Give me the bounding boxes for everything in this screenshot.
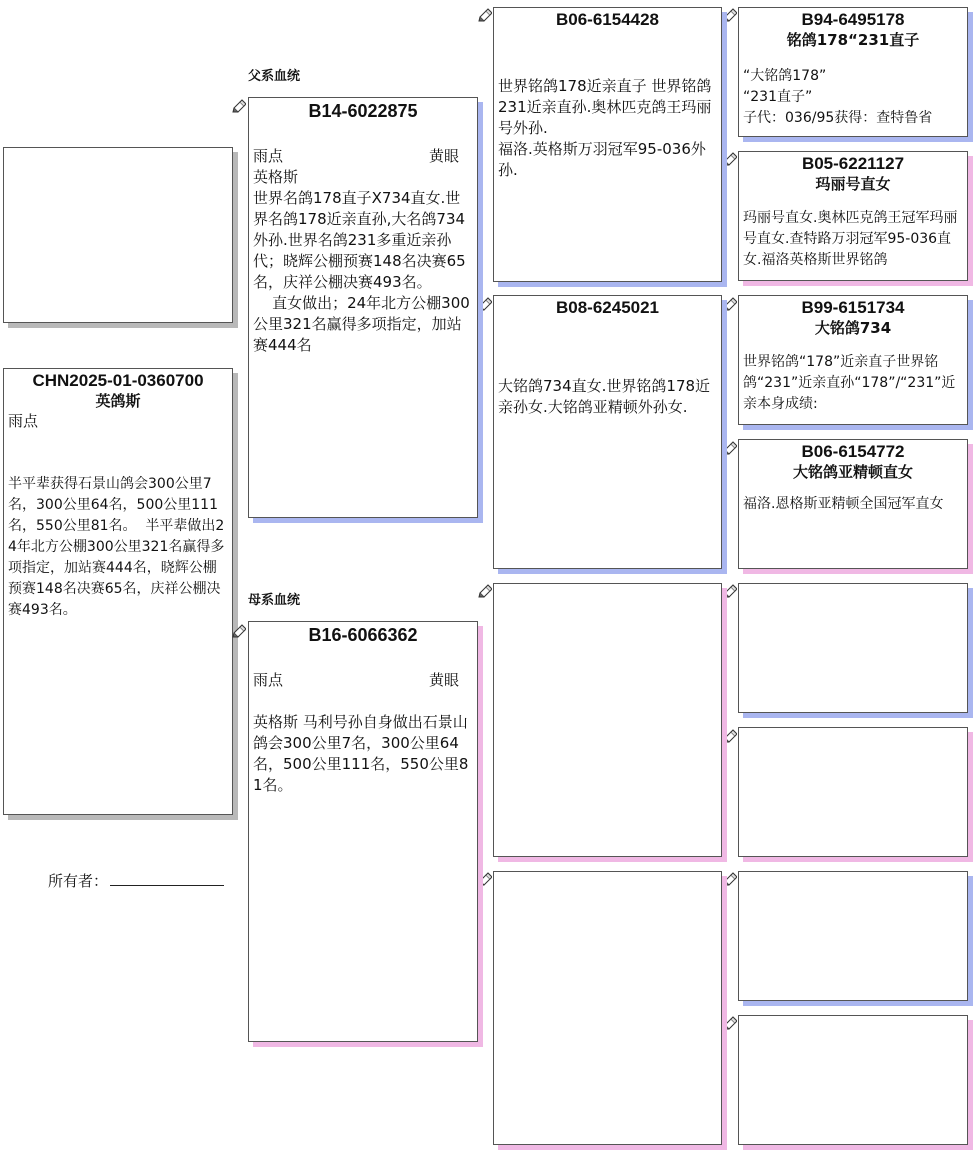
edit-icon-sss[interactable] [723,8,737,22]
sire-notes: 世界名鸽178直子X734直女.世界名鸽178近亲直孙,大名鸽734外孙.世界名鸽231多重近亲孙代；晓辉公棚预赛148名决赛65名，庆祥公棚决赛493名。 直女做出；24年北方公棚300公里321名赢得多项指定，加站赛444名 [253,189,470,354]
edit-icon-subject[interactable] [232,624,246,638]
edit-icon-ssd[interactable] [723,152,737,166]
subject-ring: CHN2025-01-0360700 [32,371,204,390]
dam-color: 雨点 [253,671,284,689]
sdd-ring: B06-6154772 [801,442,905,461]
subject-color: 雨点 [8,412,39,430]
sss-card[interactable] [738,7,968,137]
edit-icon-dss[interactable] [723,584,737,598]
sire-color: 雨点 [253,147,284,165]
sire-eye: 黄眼 [428,147,459,165]
sds-ring: B99-6151734 [801,298,905,317]
sire-line: 英格斯 [253,168,299,186]
edit-icon-ds[interactable] [478,584,492,598]
edit-icon-dds[interactable] [723,872,737,886]
subject-card[interactable] [3,368,233,815]
dam-ring: B16-6066362 [308,625,418,645]
edit-icon-dd[interactable] [478,872,492,886]
edit-icon-ddd[interactable] [723,1016,737,1030]
subject-notes: 半平辈获得石景山鸽会300公里7名，300公里64名，500公里111名，550公里81名。 半平辈做出24年北方公棚300公里321名赢得多项指定，加站赛444名，晓辉公棚预赛148名决赛65名，庆祥公棚决赛493名。 [8,476,225,618]
sd-card[interactable] [493,295,722,569]
dds-card[interactable] [738,871,968,1001]
subject-name: 英鸽斯 [95,392,141,410]
sss-ring: B94-6495178 [801,10,905,29]
sire-card[interactable] [248,97,478,518]
edit-icon-sire[interactable] [232,99,246,113]
ssd-card[interactable] [738,151,968,281]
father-section-label: 父系血统 [248,69,301,84]
ss-ring: B06-6154428 [555,10,660,29]
edit-icon-dsd[interactable] [723,729,737,743]
dss-card[interactable] [738,583,968,713]
sdd-notes: 福洛.恩格斯亚精顿全国冠军直女 [743,496,944,512]
photo-box[interactable] [3,147,233,323]
sdd-card[interactable] [738,439,968,569]
sds-notes: 世界铭鸽“178”近亲直子世界铭鸽“231”近亲直孙“178”/“231”近亲本身成绩: [743,354,956,412]
sds-name: 大铭鸽734 [814,319,892,337]
dd-card[interactable] [493,871,722,1145]
owner-label: 所有者： [48,872,109,890]
sss-name: 铭鸽178“231直子 [786,31,920,49]
ss-notes: 世界铭鸽178近亲直子 世界铭鸽231近亲直孙.奥林匹克鸽王玛丽号外孙. 福洛.英格斯万羽冠军95-036外孙. [498,77,712,179]
mother-section-label: 母系血统 [248,593,301,608]
edit-icon-ss[interactable] [478,8,492,22]
edit-icon-sdd[interactable] [723,441,737,455]
edit-icon-sds[interactable] [723,297,737,311]
ssd-notes: 玛丽号直女.奥林匹克鸽王冠军玛丽号直女.查特路万羽冠军95-036直女.福洛英格斯世界铭鸽 [743,210,958,268]
owner-field [48,870,224,891]
owner-line[interactable] [110,871,224,886]
ss-card[interactable] [493,7,722,282]
sds-card[interactable] [738,295,968,425]
ssd-name: 玛丽号直女 [815,175,891,193]
ddd-card[interactable] [738,1015,968,1145]
sss-notes: “大铭鸽178” “231直子” 子代：036/95获得：查特鲁省 [743,68,933,126]
edit-icon-sd[interactable] [478,297,492,311]
dsd-card[interactable] [738,727,968,857]
sire-ring: B14-6022875 [308,101,418,121]
ds-card[interactable] [493,583,722,857]
sd-ring: B08-6245021 [555,298,660,317]
dam-eye: 黄眼 [428,671,459,689]
sdd-name: 大铭鸽亚精顿直女 [792,463,913,481]
dam-card[interactable] [248,621,478,1042]
sd-notes: 大铭鸽734直女.世界铭鸽178近亲孙女.大铭鸽亚精顿外孙女. [498,377,711,416]
dam-notes: 英格斯 马利号孙自身做出石景山鸽会300公里7名，300公里64名，500公里111名，550公里81名。 [253,713,469,794]
ssd-ring: B05-6221127 [801,154,905,173]
